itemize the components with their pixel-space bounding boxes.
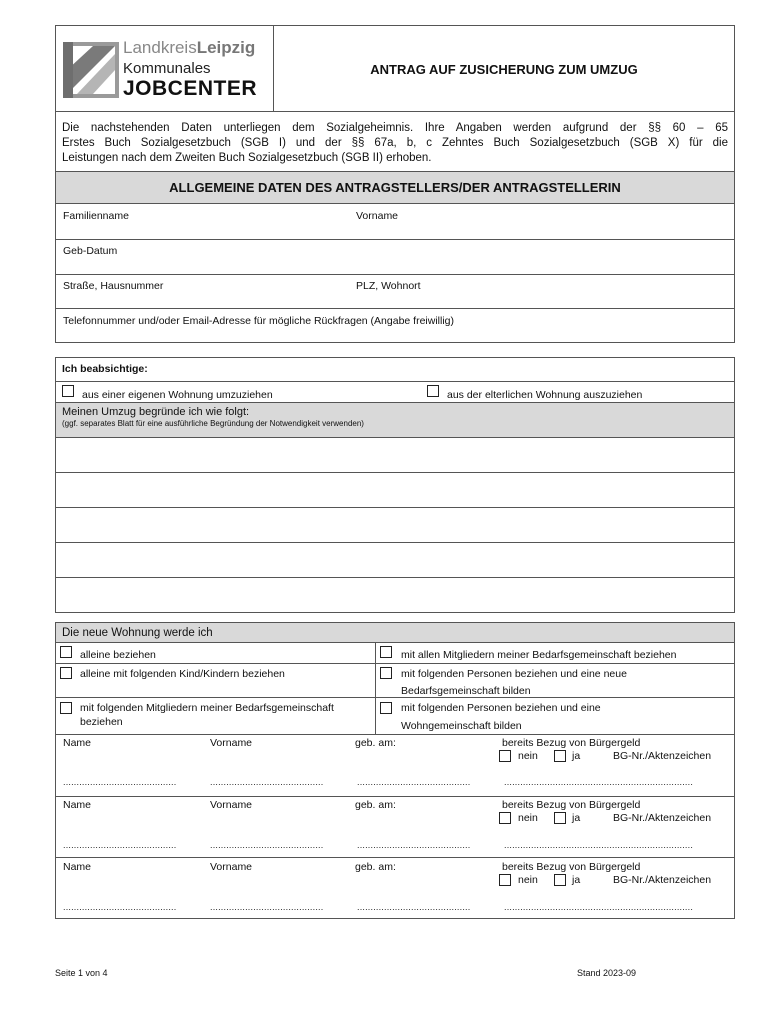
person-bg-nr-dots[interactable]: ......................................................................	[504, 840, 694, 850]
divider	[55, 857, 735, 858]
options-divider	[375, 643, 376, 734]
logo-line3: JOBCENTER	[123, 77, 258, 100]
alone-label: alleine beziehen	[80, 649, 156, 661]
own-apartment-label: aus einer eigenen Wohnung umzuziehen	[82, 389, 273, 401]
new-bg-label-1: mit folgenden Personen beziehen und eine neue	[401, 668, 627, 680]
intro-line-2: Erstes Buch Sozialgesetzbuch (SGB I) und der §§ 67a, b, c Zehntes Buch Sozialgesetzbuch (SGB X) für die	[62, 137, 728, 149]
person-bg-nr-label: BG-Nr./Aktenzeichen	[613, 812, 712, 824]
strasse-field[interactable]	[56, 275, 346, 308]
person-nein-label: nein	[518, 874, 538, 886]
new-home-title: Die neue Wohnung werde ich	[62, 627, 213, 639]
geburtsdatum-label: Geb-Datum	[63, 245, 118, 257]
divider	[375, 663, 735, 664]
reason-line-3[interactable]	[56, 508, 734, 542]
familienname-label: Familienname	[63, 210, 129, 222]
jobcenter-logo	[63, 40, 268, 100]
person-ja-label: ja	[572, 874, 581, 886]
person-block-2	[56, 797, 734, 857]
page-number: Seite 1 von 4	[55, 968, 108, 978]
kontakt-label: Telefonnummer und/oder Email-Adresse für mögliche Rückfragen (Angabe freiwillig)	[63, 315, 455, 327]
person-ja-label: ja	[572, 750, 581, 762]
reason-line-4[interactable]	[56, 543, 734, 577]
person-ja-checkbox[interactable]	[554, 750, 566, 762]
person-vorname-label: Vorname	[210, 861, 253, 873]
reason-title: Meinen Umzug begründe ich wie folgt:	[62, 406, 250, 418]
reason-line-5[interactable]	[56, 578, 734, 612]
person-geb-label: geb. am:	[355, 861, 396, 873]
logo-district-bold: Leipzig	[196, 38, 256, 57]
person-geb-label: geb. am:	[355, 737, 396, 749]
person-ja-checkbox[interactable]	[554, 812, 566, 824]
new-bg-checkbox[interactable]	[380, 667, 392, 679]
parents-apartment-checkbox[interactable]	[427, 385, 439, 397]
with-all-members-label: mit allen Mitgliedern meiner Bedarfsgemeinschaft beziehen	[401, 649, 677, 661]
person-name-dots[interactable]: ..........................................	[63, 777, 177, 787]
intro-line-1: Die nachstehenden Daten unterliegen dem Sozialgeheimnis. Ihre Angaben werden aufgrund der §§ 60 – 65	[62, 122, 728, 134]
person-bezug-label: bereits Bezug von Bürgergeld	[502, 799, 641, 811]
reason-line-1[interactable]	[56, 438, 734, 472]
person-name-label: Name	[63, 737, 92, 749]
person-geb-dots[interactable]: ..........................................	[357, 840, 471, 850]
intro-line-3: Leistungen nach dem Zweiten Buch Sozialgesetzbuch (SGB II) erhoben.	[62, 152, 432, 164]
intention-title: Ich beabsichtige:	[62, 363, 148, 375]
wg-label-1: mit folgenden Personen beziehen und eine	[401, 702, 601, 714]
person-vorname-dots[interactable]: ..........................................	[210, 840, 324, 850]
person-name-label: Name	[63, 861, 92, 873]
person-geb-label: geb. am:	[355, 799, 396, 811]
familienname-field[interactable]	[56, 205, 346, 239]
plz-ort-field[interactable]	[350, 275, 734, 308]
person-ja-checkbox[interactable]	[554, 874, 566, 886]
person-bg-nr-dots[interactable]: ......................................................................	[504, 902, 694, 912]
person-nein-checkbox[interactable]	[499, 874, 511, 886]
logo-line2: Kommunales	[123, 60, 211, 77]
with-all-members-checkbox[interactable]	[380, 646, 392, 658]
person-bg-nr-dots[interactable]: ......................................................................	[504, 777, 694, 787]
person-name-label: Name	[63, 799, 92, 811]
person-block-3	[56, 859, 734, 917]
person-geb-dots[interactable]: ..........................................	[357, 902, 471, 912]
person-vorname-dots[interactable]: ..........................................	[210, 902, 324, 912]
person-nein-label: nein	[518, 750, 538, 762]
person-ja-label: ja	[572, 812, 581, 824]
vorname-field[interactable]	[350, 205, 734, 239]
alone-checkbox[interactable]	[60, 646, 72, 658]
wg-label-2: Wohngemeinschaft bilden	[401, 720, 522, 732]
vorname-label: Vorname	[356, 210, 399, 222]
strasse-label: Straße, Hausnummer	[63, 280, 164, 292]
person-bezug-label: bereits Bezug von Bürgergeld	[502, 737, 641, 749]
geburtsdatum-field[interactable]	[56, 240, 734, 274]
person-nein-checkbox[interactable]	[499, 750, 511, 762]
person-bg-nr-label: BG-Nr./Aktenzeichen	[613, 750, 712, 762]
person-geb-dots[interactable]: ..........................................	[357, 777, 471, 787]
intro-text	[62, 121, 728, 166]
divider	[55, 381, 735, 382]
plz-ort-label: PLZ, Wohnort	[356, 280, 421, 292]
person-vorname-label: Vorname	[210, 737, 253, 749]
with-children-checkbox[interactable]	[60, 667, 72, 679]
applicant-section-title: ALLGEMEINE DATEN DES ANTRAGSTELLERS/DER ANTRAGSTELLERIN	[169, 180, 621, 195]
logo-mark-icon	[63, 40, 119, 98]
person-bezug-label: bereits Bezug von Bürgergeld	[502, 861, 641, 873]
person-vorname-dots[interactable]: ..........................................	[210, 777, 324, 787]
person-block-1	[56, 735, 734, 795]
new-bg-label-2: Bedarfsgemeinschaft bilden	[401, 685, 531, 697]
logo-district-light: Landkreis	[123, 38, 197, 57]
person-vorname-label: Vorname	[210, 799, 253, 811]
kontakt-field[interactable]	[56, 309, 734, 342]
person-name-dots[interactable]: ..........................................	[63, 840, 177, 850]
own-apartment-checkbox[interactable]	[62, 385, 74, 397]
divider	[55, 663, 375, 664]
person-nein-checkbox[interactable]	[499, 812, 511, 824]
person-name-dots[interactable]: ..........................................	[63, 902, 177, 912]
with-members-label-2: beziehen	[80, 716, 123, 728]
reason-line-2[interactable]	[56, 473, 734, 507]
stand-date: Stand 2023-09	[577, 968, 637, 978]
wg-checkbox[interactable]	[380, 702, 392, 714]
with-children-label: alleine mit folgenden Kind/Kindern beziehen	[80, 668, 285, 680]
with-members-checkbox[interactable]	[60, 702, 72, 714]
person-bg-nr-label: BG-Nr./Aktenzeichen	[613, 874, 712, 886]
divider	[55, 697, 735, 698]
form-title: ANTRAG AUF ZUSICHERUNG ZUM UMZUG	[370, 62, 638, 77]
parents-apartment-label: aus der elterlichen Wohnung auszuziehen	[447, 389, 643, 401]
with-members-label-1: mit folgenden Mitgliedern meiner Bedarfsgemeinschaft	[80, 702, 334, 714]
person-nein-label: nein	[518, 812, 538, 824]
reason-note: (ggf. separates Blatt für eine ausführliche Begründung der Notwendigkeit verwenden)	[62, 419, 364, 428]
